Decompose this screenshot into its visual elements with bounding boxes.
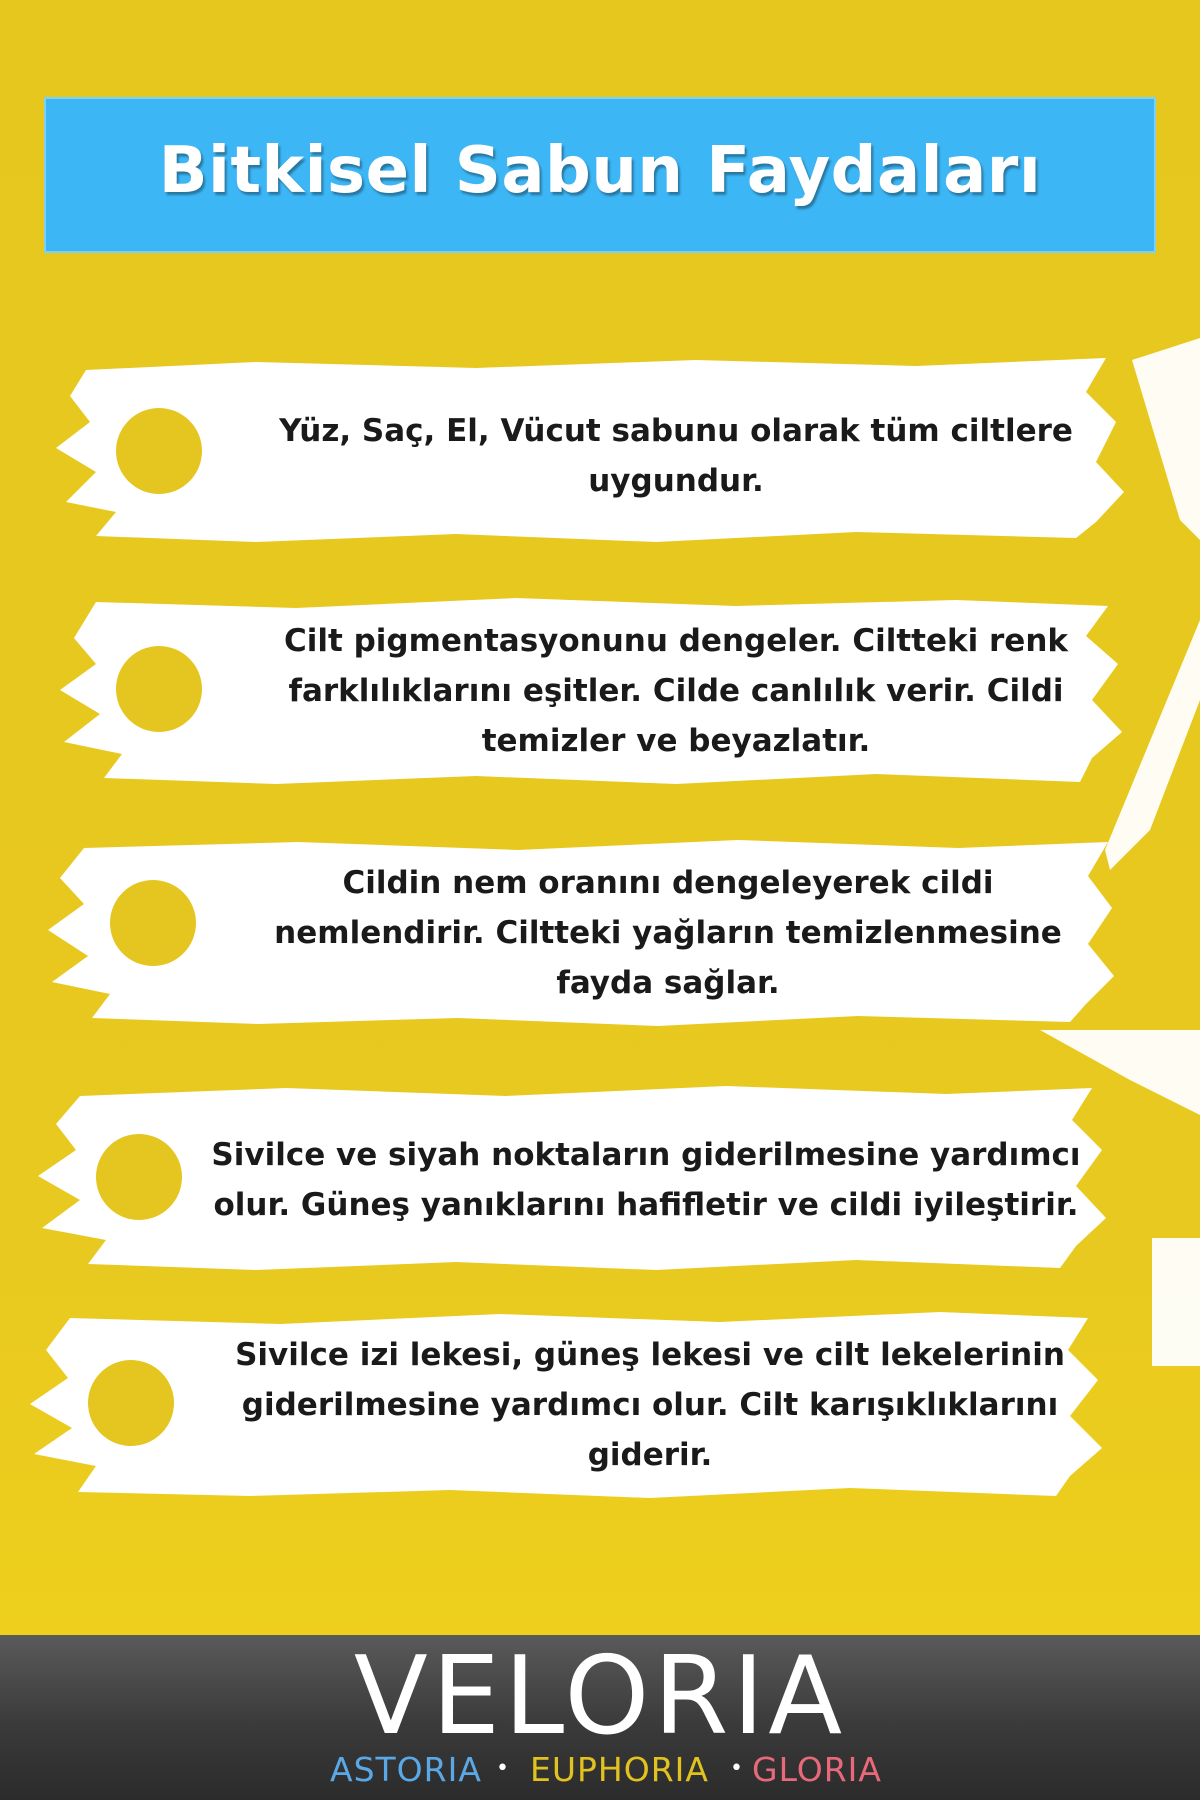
- benefit-line: giderir.: [587, 1437, 713, 1473]
- sub-brand-euphoria: EUPHORIA: [530, 1750, 709, 1789]
- benefit-card-5: [30, 1306, 1106, 1502]
- benefit-line: giderilmesine yardımcı olur. Cilt karışıklıklarını: [241, 1387, 1059, 1423]
- benefit-card-2: [56, 592, 1126, 788]
- brand-logo: VELORIA: [353, 1634, 847, 1759]
- page-title: Bitkisel Sabun Faydaları: [158, 134, 1042, 208]
- benefit-text-1: [246, 406, 1106, 506]
- bullet-dot: [116, 408, 202, 494]
- benefit-line: fayda sağlar.: [556, 965, 780, 1001]
- benefit-line: temizler ve beyazlatır.: [481, 723, 871, 759]
- benefit-line: Sivilce ve siyah noktaların giderilmesine yardımcı: [211, 1137, 1081, 1173]
- benefit-line: Cilt pigmentasyonunu dengeler. Ciltteki renk: [283, 623, 1069, 659]
- benefit-card-1: [56, 352, 1126, 548]
- bullet-dot: [110, 880, 196, 966]
- bullet-dot: [88, 1360, 174, 1446]
- benefit-text-5: [210, 1330, 1090, 1480]
- bullet-dot: [116, 646, 202, 732]
- benefit-line: Yüz, Saç, El, Vücut sabunu olarak tüm ciltlere: [279, 413, 1073, 449]
- benefit-line: farklılıklarını eşitler. Cilde canlılık verir. Cildi: [288, 673, 1064, 709]
- benefit-line: uygundur.: [588, 463, 764, 499]
- benefit-text-4: [196, 1130, 1096, 1230]
- separator-dot: •: [496, 1756, 510, 1781]
- sub-brand-gloria: GLORIA: [752, 1750, 882, 1789]
- benefit-line: olur. Güneş yanıklarını hafifletir ve cildi iyileştirir.: [213, 1187, 1079, 1223]
- bullet-dot: [96, 1134, 182, 1220]
- benefit-card-3: [48, 834, 1118, 1030]
- benefit-text-2: [246, 616, 1106, 766]
- benefit-line: nemlendirir. Ciltteki yağların temizlenmesine: [274, 915, 1062, 951]
- sub-brand-row: [0, 1750, 1200, 1790]
- benefit-line: Sivilce izi lekesi, güneş lekesi ve cilt lekelerinin: [235, 1337, 1065, 1373]
- sub-brand-astoria: ASTORIA: [330, 1750, 482, 1789]
- title-banner: [44, 97, 1156, 253]
- separator-dot: •: [730, 1756, 744, 1781]
- benefit-line: Cildin nem oranını dengeleyerek cildi: [342, 865, 994, 901]
- benefit-card-4: [36, 1078, 1110, 1274]
- benefit-text-3: [238, 858, 1098, 1008]
